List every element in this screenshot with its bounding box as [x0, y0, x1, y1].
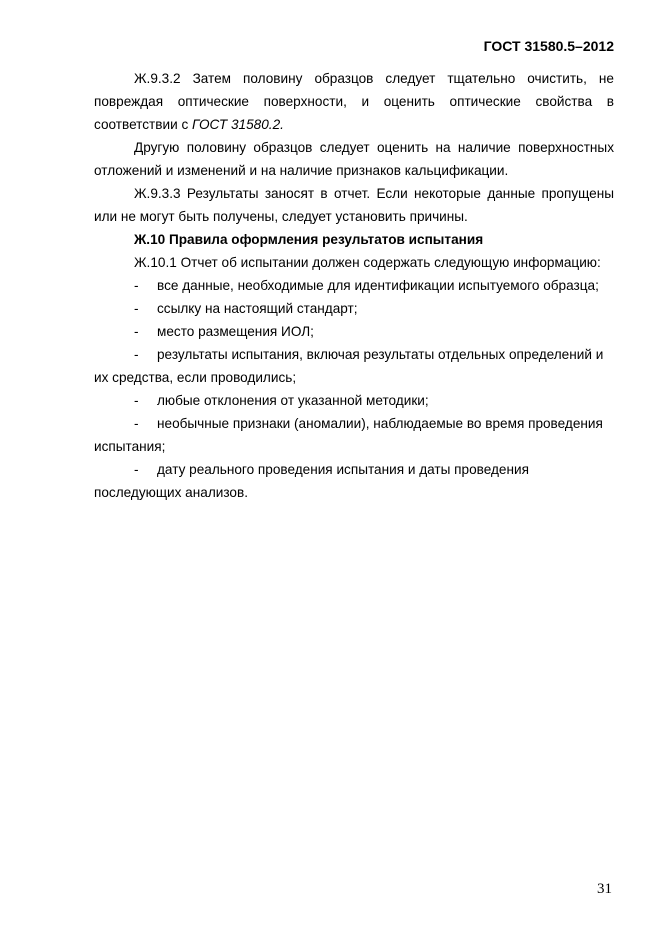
- list-item-text: все данные, необходимые для идентификации испытуемого образца;: [157, 278, 599, 293]
- list-item: [94, 297, 614, 320]
- page-content: [94, 67, 614, 504]
- list-item: [94, 412, 614, 458]
- standard-reference: ГОСТ 31580.2.: [192, 117, 284, 132]
- list-dash: -: [134, 301, 139, 316]
- paragraph-9-3-3: Ж.9.3.3 Результаты заносят в отчет. Если некоторые данные пропущены или не могут быть получены, следует установить причины.: [94, 186, 614, 224]
- list-dash: -: [134, 324, 139, 339]
- list-dash: -: [134, 462, 139, 477]
- paragraph-9-3-2: [94, 67, 614, 136]
- list-dash: -: [134, 393, 139, 408]
- list-item: [94, 343, 614, 389]
- list-item-text: любые отклонения от указанной методики;: [157, 393, 429, 408]
- list-item-text: место размещения ИОЛ;: [157, 324, 314, 339]
- list-item-text: результаты испытания, включая результаты отдельных определений и их средства, если проводились;: [94, 347, 604, 385]
- list-item-text: ссылку на настоящий стандарт;: [157, 301, 358, 316]
- list-item: [94, 389, 614, 412]
- list-dash: -: [134, 278, 139, 293]
- list-item: [94, 458, 614, 504]
- list-item: [94, 320, 614, 343]
- section-heading-zh-10: Ж.10 Правила оформления результатов испытания: [134, 232, 484, 247]
- paragraph-10-1: Ж.10.1 Отчет об испытании должен содержать следующую информацию:: [134, 255, 601, 270]
- list-item: [94, 274, 614, 297]
- list-dash: -: [134, 416, 139, 431]
- paragraph-other-half: Другую половину образцов следует оценить на наличие поверхностных отложений и изменений и на наличие признаков кальцификации.: [94, 140, 614, 178]
- list-item-text: необычные признаки (аномалии), наблюдаемые во время проведения испытания;: [94, 416, 603, 454]
- list-item-text: дату реального проведения испытания и даты проведения последующих анализов.: [94, 462, 529, 500]
- page-number: 31: [597, 881, 612, 897]
- paragraph-9-3-2-text: Ж.9.3.2 Затем половину образцов следует тщательно очистить, не повреждая оптические поверхности, и оценить оптические свойства в соответствии с: [94, 71, 614, 132]
- list-dash: -: [134, 347, 139, 362]
- standard-code-header: ГОСТ 31580.5–2012: [483, 38, 614, 54]
